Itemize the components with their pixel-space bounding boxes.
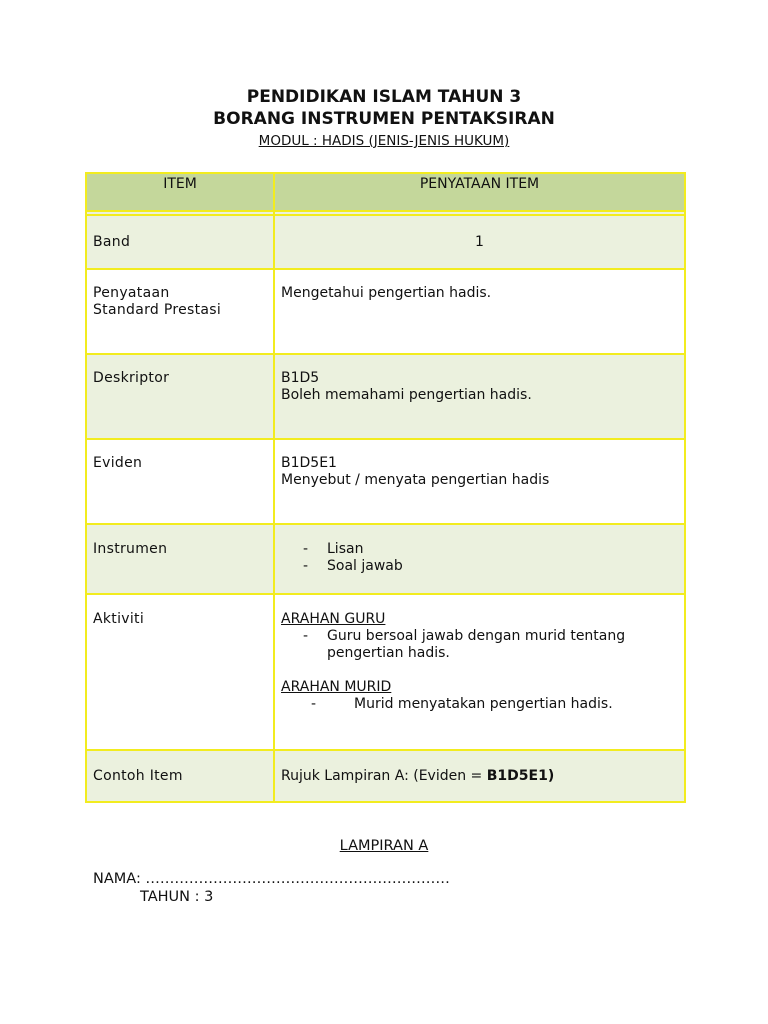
standard-label-line1: Penyataan xyxy=(93,285,170,301)
nama-line: NAMA: ……………………………………………………… xyxy=(93,871,450,887)
arahan-guru-heading: ARAHAN GURU xyxy=(281,611,386,627)
standard-label xyxy=(86,269,274,354)
deskriptor-value xyxy=(274,354,685,439)
eviden-code: B1D5E1 xyxy=(281,455,337,471)
instrumen-value xyxy=(274,524,685,594)
list-item: - Guru bersoal jawab dengan murid tentang pengertian hadis. xyxy=(303,628,626,661)
eviden-label: Eviden xyxy=(86,439,274,524)
table-row-standard xyxy=(86,269,685,354)
eviden-value xyxy=(274,439,685,524)
band-value: 1 xyxy=(274,215,685,269)
standard-label-line2: Standard Prestasi xyxy=(93,302,222,318)
instrumen-list xyxy=(281,541,678,575)
lampiran-title: LAMPIRAN A xyxy=(339,838,429,854)
table-header-row xyxy=(86,173,685,211)
deskriptor-text: Boleh memahami pengertian hadis. xyxy=(281,387,532,403)
list-item: - Murid menyatakan pengertian hadis. xyxy=(311,696,613,712)
deskriptor-code: B1D5 xyxy=(281,370,320,386)
contoh-label: Contoh Item xyxy=(86,750,274,802)
table-row-aktiviti xyxy=(86,594,685,750)
assessment-table xyxy=(85,172,686,803)
arahan-murid-heading: ARAHAN MURID xyxy=(281,679,392,695)
tahun-line: TAHUN : 3 xyxy=(140,889,214,905)
list-item: - Lisan xyxy=(303,541,364,557)
table-row-deskriptor xyxy=(86,354,685,439)
contoh-value xyxy=(274,750,685,802)
band-label: Band xyxy=(86,215,274,269)
table-row-band xyxy=(86,215,685,269)
contoh-prefix: Rujuk Lampiran A: (Eviden = xyxy=(281,767,487,784)
header-item: ITEM xyxy=(86,173,274,211)
standard-value: Mengetahui pengertian hadis. xyxy=(274,269,685,354)
module-subtitle: MODUL : HADIS (JENIS-JENIS HUKUM) xyxy=(258,133,510,149)
aktiviti-label: Aktiviti xyxy=(86,594,274,750)
table-row-instrumen xyxy=(86,524,685,594)
arahan-guru-list xyxy=(281,628,678,662)
aktiviti-value xyxy=(274,594,685,750)
instrumen-label: Instrumen xyxy=(86,524,274,594)
eviden-text: Menyebut / menyata pengertian hadis xyxy=(281,472,550,488)
header-penyataan-item: PENYATAAN ITEM xyxy=(274,173,685,211)
form-title: BORANG INSTRUMEN PENTAKSIRAN xyxy=(213,109,555,129)
deskriptor-label: Deskriptor xyxy=(86,354,274,439)
table-row-contoh-item xyxy=(86,750,685,802)
list-item: - Soal jawab xyxy=(303,558,403,574)
contoh-code: B1D5E1) xyxy=(486,767,555,784)
table-row-eviden xyxy=(86,439,685,524)
page-title: PENDIDIKAN ISLAM TAHUN 3 xyxy=(246,87,522,107)
